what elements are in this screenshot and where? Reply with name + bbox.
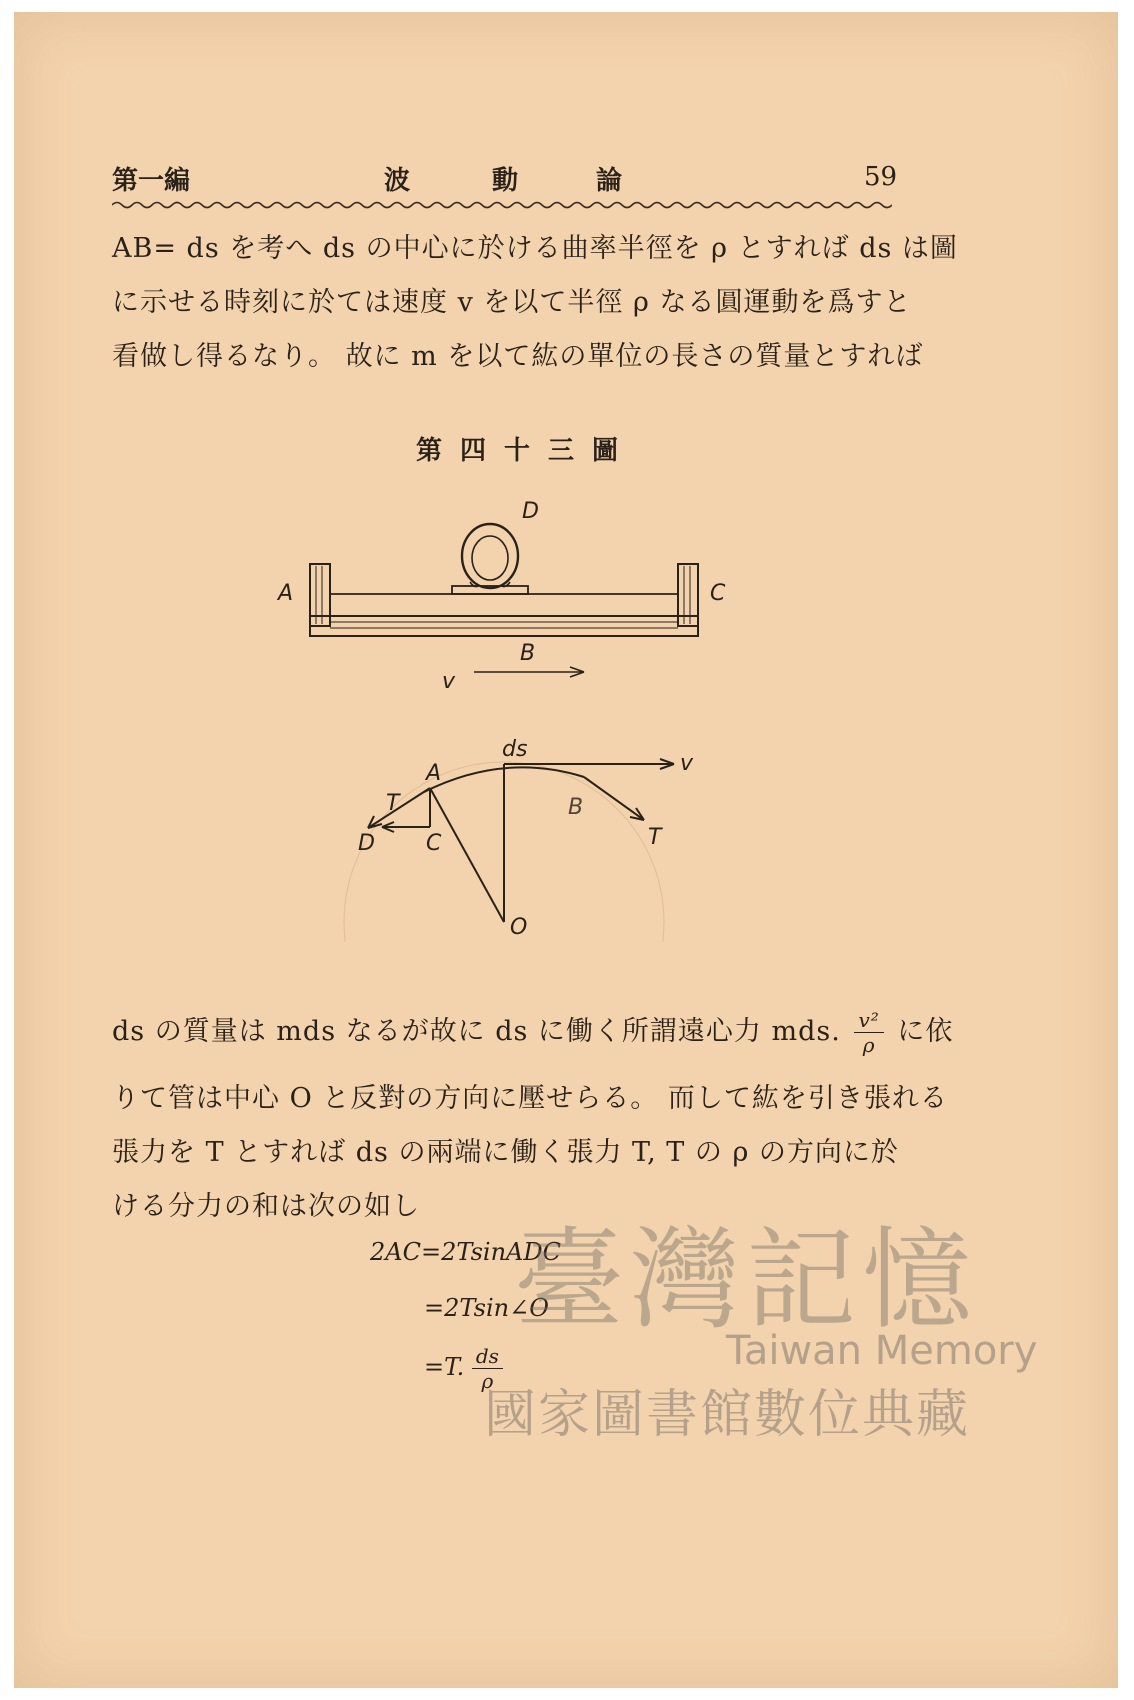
running-title-char-2: 動 (492, 166, 519, 196)
label-A-bottom: A (426, 761, 442, 786)
figure-force-diagram (334, 732, 734, 942)
label-C-top: C (710, 581, 726, 606)
fraction-numerator: v² (854, 1008, 883, 1033)
section-label: 第一編 (112, 166, 191, 196)
watermark-logo-chinese: 臺灣記憶 (514, 1216, 978, 1344)
equation-2: =2Tsin∠O (424, 1294, 549, 1322)
paragraph1-line1: AB= ds を考へ ds の中心に於ける曲率半徑を ρ とすれば ds は圖 (112, 233, 958, 264)
figure-caption: 第四十三圖 (416, 436, 637, 466)
equation-3-numerator: ds (472, 1344, 503, 1369)
paragraph2-line3: 張力を T とすれば ds の兩端に働く張力 T, T の ρ の方向に於 (112, 1137, 899, 1168)
centrifugal-fraction (854, 1008, 883, 1057)
label-O: O (510, 915, 528, 940)
label-C-bottom: C (426, 831, 442, 856)
label-T-right: T (648, 825, 662, 850)
book-page (14, 12, 1118, 1688)
tube-bottom (310, 616, 698, 636)
label-v-top: v (442, 669, 456, 692)
paragraph2-line2: りて管は中心 O と反對の方向に壓せらる。 而して紘を引き張れる (112, 1083, 948, 1114)
label-D-bottom: D (358, 831, 375, 856)
paragraph1-line3: 看做し得るなり。 故に m を以て紘の單位の長さの質量とすれば (112, 341, 924, 372)
running-title-char-3: 論 (596, 166, 623, 196)
paragraph2-line4: ける分力の和は次の如し (112, 1191, 420, 1222)
label-A-top: A (278, 581, 294, 606)
paragraph1-line2: に示せる時刻に於ては速度 v を以て半徑 ρ なる圓運動を爲すと (112, 287, 912, 318)
label-v-bottom: v (680, 751, 694, 776)
header-wavy-rule (112, 198, 892, 212)
equation-1: 2AC=2TsinADC (370, 1238, 561, 1266)
paragraph2-line1 (112, 1008, 953, 1057)
paragraph2-line1-text: ds の質量は mds なるが故に ds に働く所謂遠心力 mds. (112, 1016, 841, 1047)
running-title-char-1: 波 (384, 166, 411, 196)
figure-tube-diagram (264, 482, 744, 692)
watermark-logo-english: Taiwan Memory (726, 1328, 1038, 1374)
fraction-denominator: ρ (862, 1033, 876, 1057)
equation-3-lhs: =T. (424, 1353, 465, 1381)
label-B-top: B (520, 641, 536, 666)
label-T-left: T (386, 791, 400, 816)
label-ds: ds (502, 737, 528, 762)
tension-right (584, 777, 644, 820)
paragraph2-line1-end: に依 (897, 1016, 954, 1047)
watermark-library-name: 國家圖書館數位典藏 (484, 1385, 971, 1445)
string-loop (462, 524, 518, 588)
equation-3-denominator: ρ (481, 1369, 494, 1393)
page-number: 59 (864, 162, 898, 192)
label-B-bottom: B (568, 795, 584, 820)
label-D-top: D (522, 499, 539, 524)
